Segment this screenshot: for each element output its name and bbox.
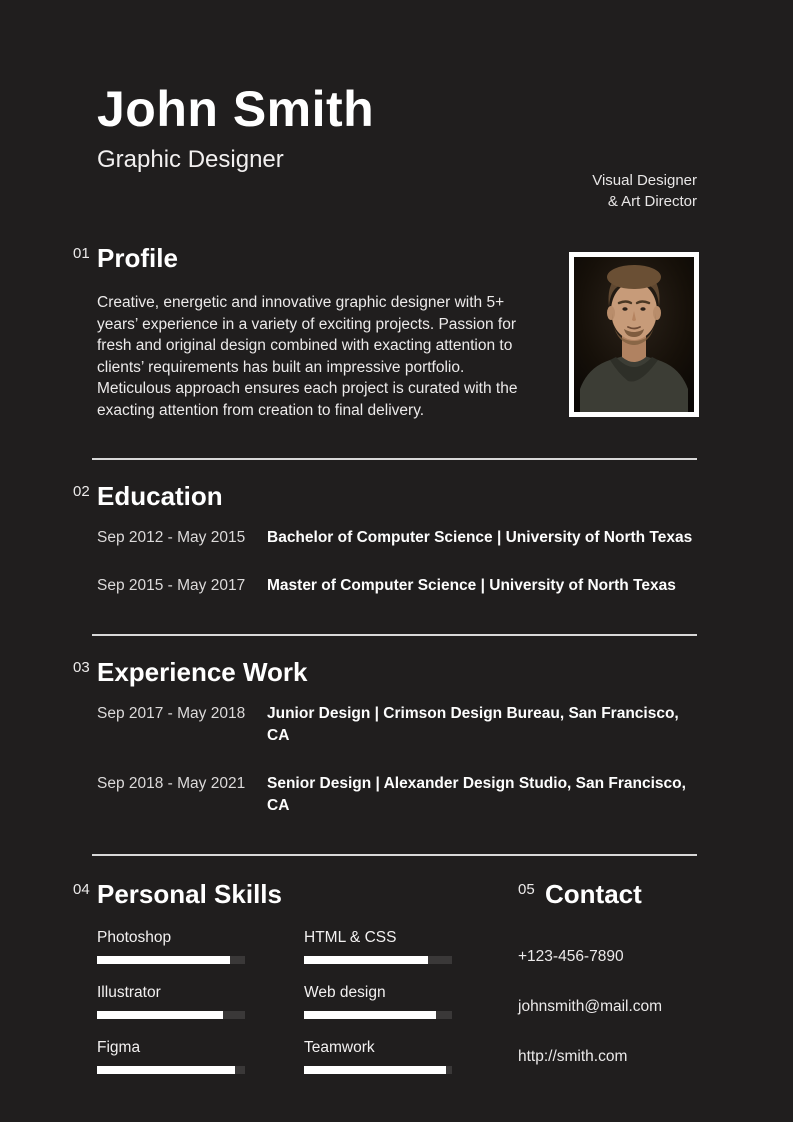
skills-heading bbox=[73, 878, 453, 910]
education-row bbox=[97, 527, 697, 549]
experience-dates: Sep 2018 - May 2021 bbox=[97, 775, 246, 792]
experience-dates: Sep 2017 - May 2018 bbox=[97, 705, 246, 722]
skill-label: Web design bbox=[304, 984, 386, 1001]
experience-title: Experience Work bbox=[97, 657, 308, 687]
experience-detail: Senior Design | Alexander Design Studio, San Francisco, CA bbox=[267, 775, 686, 814]
person-name: John Smith bbox=[97, 81, 375, 137]
education-dates: Sep 2015 - May 2017 bbox=[97, 577, 246, 594]
skill-bar-track bbox=[304, 956, 452, 964]
section-education bbox=[73, 480, 697, 597]
skill-bar-track bbox=[97, 1011, 245, 1019]
skill-bar-fill bbox=[97, 1066, 235, 1074]
skill-bar-track bbox=[304, 1066, 452, 1074]
skill-bar-fill bbox=[304, 956, 428, 964]
section-contact bbox=[518, 878, 697, 1096]
education-rows bbox=[97, 527, 697, 597]
contact-website: http://smith.com bbox=[518, 1048, 628, 1065]
section-divider-1 bbox=[92, 458, 697, 460]
skill-bar-track bbox=[97, 956, 245, 964]
experience-row bbox=[97, 773, 697, 817]
skill-bar-fill bbox=[97, 1011, 223, 1019]
experience-heading bbox=[73, 656, 697, 688]
skill-item bbox=[97, 928, 245, 964]
bottom-columns bbox=[73, 878, 697, 1096]
skill-item bbox=[304, 983, 452, 1019]
education-section-number: 02 bbox=[73, 483, 90, 500]
section-divider-2 bbox=[92, 634, 697, 636]
profile-title: Profile bbox=[97, 243, 178, 273]
skills-title: Personal Skills bbox=[97, 879, 282, 909]
tagline-line-1: Visual Designer bbox=[592, 172, 697, 189]
portrait-illustration bbox=[574, 257, 694, 412]
section-divider-3 bbox=[92, 854, 697, 856]
skill-label: Illustrator bbox=[97, 984, 161, 1001]
skills-section-number: 04 bbox=[73, 881, 90, 898]
job-title: Graphic Designer bbox=[97, 146, 284, 173]
skill-item bbox=[97, 1038, 245, 1074]
skill-label: HTML & CSS bbox=[304, 929, 397, 946]
experience-rows bbox=[97, 703, 697, 817]
experience-row bbox=[97, 703, 697, 747]
education-dates: Sep 2012 - May 2015 bbox=[97, 529, 246, 546]
skill-item bbox=[304, 1038, 452, 1074]
education-title: Education bbox=[97, 481, 223, 511]
skill-item bbox=[304, 928, 452, 964]
skill-label: Teamwork bbox=[304, 1039, 375, 1056]
education-row bbox=[97, 575, 697, 597]
section-profile bbox=[73, 242, 697, 421]
tagline-line-2: & Art Director bbox=[607, 193, 697, 210]
tagline bbox=[592, 170, 697, 212]
contact-email: johnsmith@mail.com bbox=[518, 998, 663, 1015]
skill-item bbox=[97, 983, 245, 1019]
education-heading bbox=[73, 480, 697, 512]
contact-heading bbox=[518, 878, 697, 910]
experience-detail: Junior Design | Crimson Design Bureau, San Francisco, CA bbox=[267, 705, 679, 744]
contact-phone: +123-456-7890 bbox=[518, 948, 624, 965]
skills-grid bbox=[97, 928, 453, 1074]
skill-bar-fill bbox=[97, 956, 230, 964]
education-detail: Master of Computer Science | University of North Texas bbox=[267, 577, 676, 594]
section-skills bbox=[73, 878, 453, 1096]
skill-bar-fill bbox=[304, 1066, 446, 1074]
contact-title: Contact bbox=[545, 879, 642, 909]
skill-label: Photoshop bbox=[97, 929, 172, 946]
skill-bar-track bbox=[97, 1066, 245, 1074]
skill-label: Figma bbox=[97, 1039, 141, 1056]
contact-section-number: 05 bbox=[518, 881, 535, 898]
education-detail: Bachelor of Computer Science | University of North Texas bbox=[267, 529, 693, 546]
skill-bar-fill bbox=[304, 1011, 436, 1019]
contact-list bbox=[518, 946, 697, 1067]
header bbox=[97, 81, 697, 210]
profile-photo bbox=[569, 252, 699, 417]
profile-paragraph: Creative, energetic and innovative graphic designer with 5+ years’ experience in a variety of exciting projects. Passion for fresh and original design combined with exacting attention to clients’ requirements has built an impressive portfolio. Meticulous approach ensures each project is curated with the exacting attention from creation to final delivery. bbox=[97, 294, 518, 419]
section-experience bbox=[73, 656, 697, 817]
profile-section-number: 01 bbox=[73, 245, 90, 262]
skill-bar-track bbox=[304, 1011, 452, 1019]
experience-section-number: 03 bbox=[73, 659, 90, 676]
